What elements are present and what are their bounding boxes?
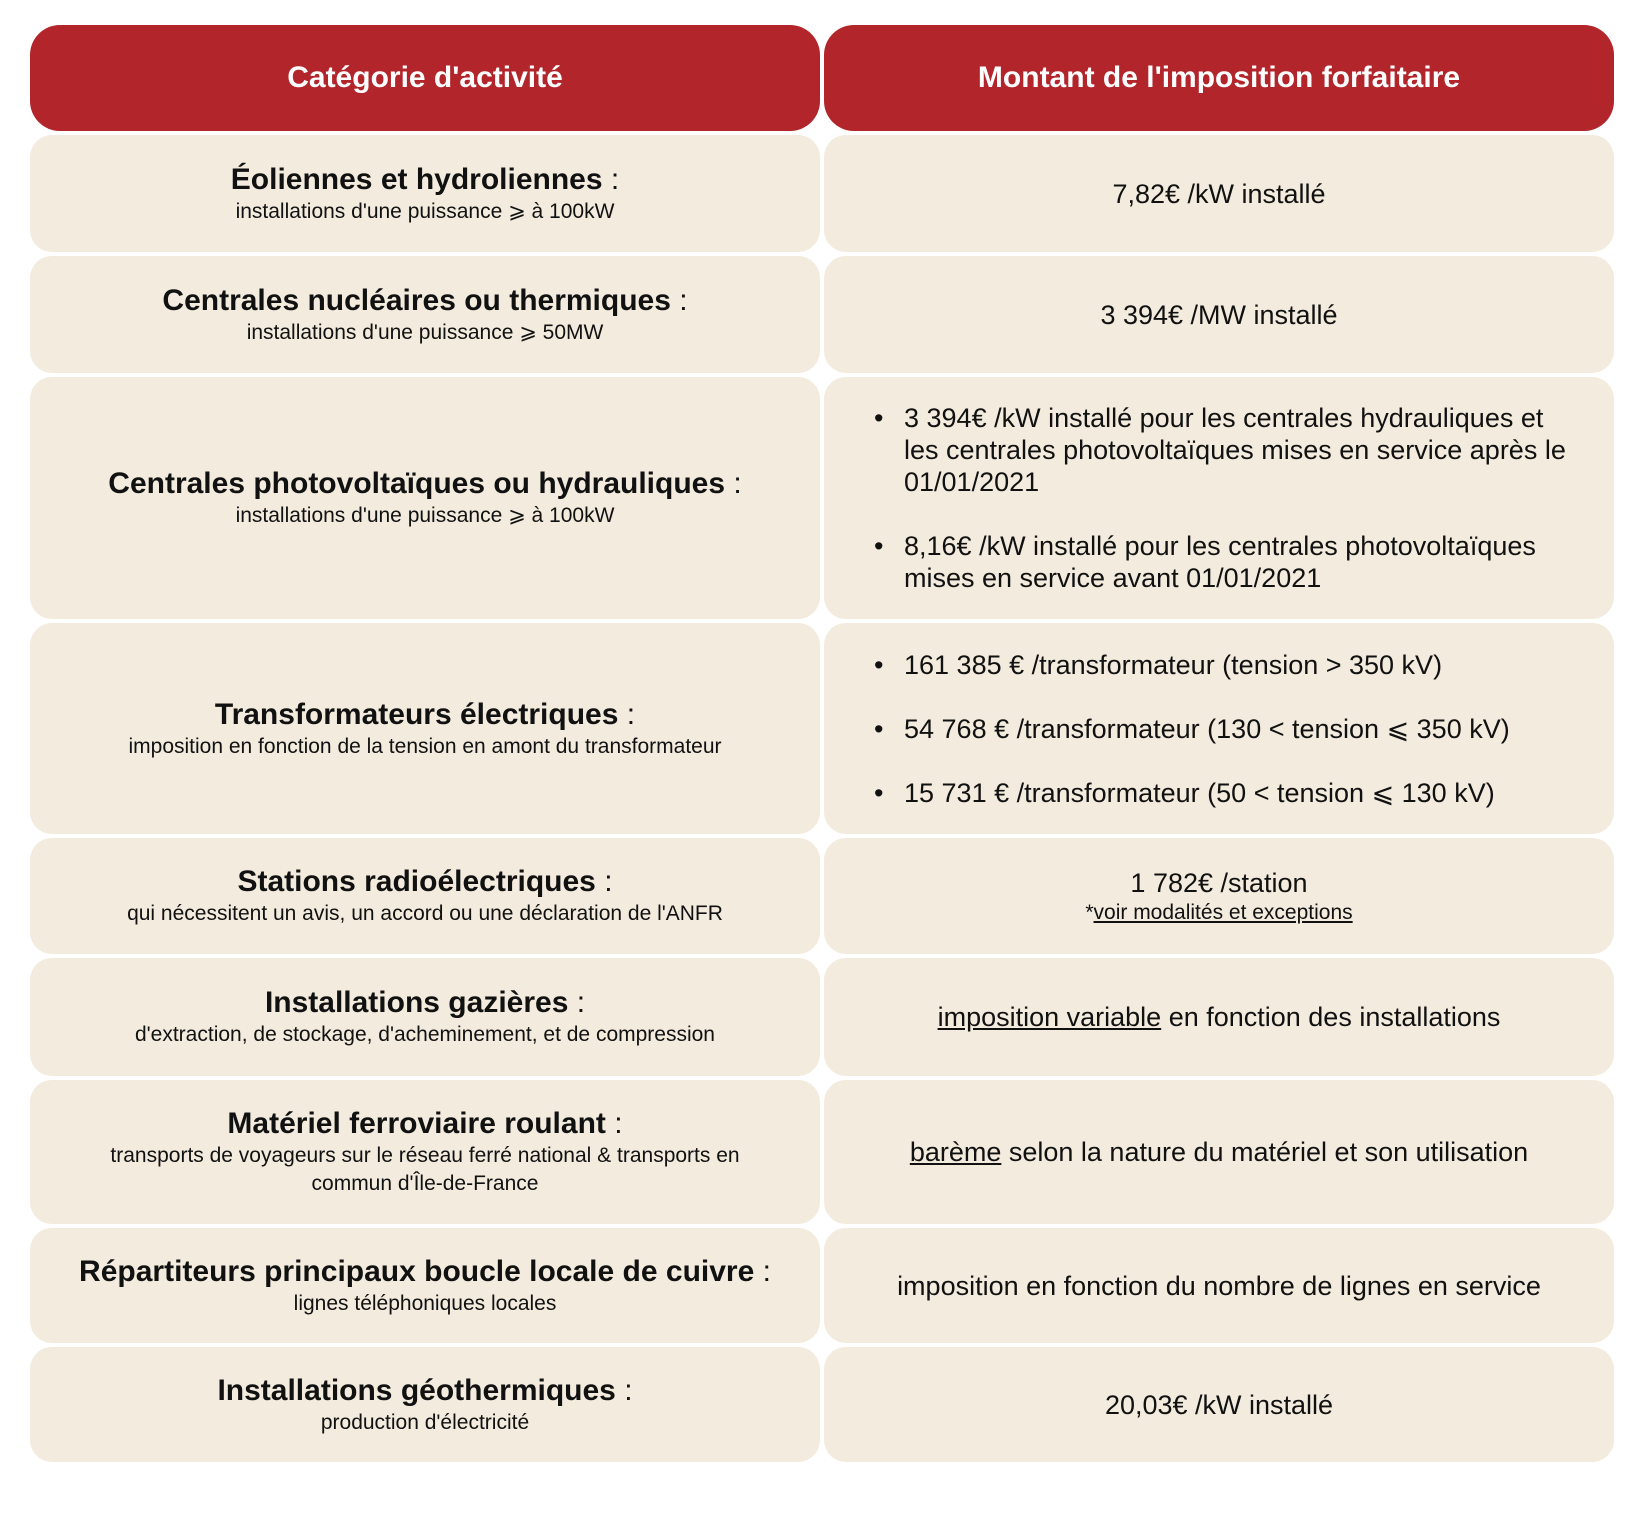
amount-text: 3 394€ /MW installé — [1100, 299, 1338, 330]
category-subtitle: transports de voyageurs sur le réseau ferré national & transports en commun d'Île-de-France — [110, 1144, 740, 1195]
category-title: Installations gazières : — [264, 986, 586, 1019]
category-title: Installations géothermiques : — [217, 1373, 633, 1407]
category-title: Centrales photovoltaïques ou hydrauliques : — [108, 467, 742, 500]
category-cell-gazieres — [30, 958, 820, 1076]
category-cell-stations-radio — [30, 838, 820, 954]
category-title: Centrales nucléaires ou thermiques : — [162, 283, 688, 317]
amount-cell-eoliennes — [824, 135, 1614, 252]
header-category-label: Catégorie d'activité — [287, 61, 563, 94]
amount-text: 20,03€ /kW installé — [1104, 1389, 1334, 1420]
tax-table — [30, 25, 1614, 1462]
category-title: Transformateurs électriques : — [214, 697, 636, 731]
note: *voir modalités et exceptions — [1085, 901, 1353, 924]
list-item: • 161 385 € /transformateur (tension > 350 kV) — [874, 649, 1510, 681]
amount-cell-stations-radio — [824, 838, 1614, 954]
category-cell-transformateurs — [30, 623, 820, 834]
category-cell-centrales-nucleaires — [30, 256, 820, 373]
category-title: Répartiteurs principaux boucle locale de cuivre : — [79, 1254, 771, 1288]
imposition-variable-link[interactable]: imposition variable — [937, 1002, 1162, 1032]
amount-bullet-list — [864, 402, 1584, 594]
exceptions-link[interactable]: voir modalités et exceptions — [1093, 901, 1353, 924]
bareme-link[interactable]: barème — [909, 1137, 1002, 1167]
category-subtitle: d'extraction, de stockage, d'acheminement, et de compression — [134, 1023, 715, 1046]
category-title: Éoliennes et hydroliennes : — [230, 162, 620, 196]
category-cell-repartiteurs — [30, 1228, 820, 1343]
list-item: • 8,16€ /kW installé pour les centrales photovoltaïques mises en service avant 01/01/2021 — [874, 530, 1584, 594]
amount-bullet-list — [864, 649, 1510, 809]
category-subtitle: installations d'une puissance ⩾ 50MW — [246, 320, 604, 344]
amount-cell-centrales-nucleaires — [824, 256, 1614, 373]
amount-cell-gazieres — [824, 958, 1614, 1076]
category-subtitle: installations d'une puissance ⩾ à 100kW — [235, 504, 615, 527]
header-amount — [824, 25, 1614, 131]
category-cell-photovoltaiques — [30, 377, 820, 619]
category-subtitle: imposition en fonction de la tension en amont du transformateur — [128, 734, 722, 758]
amount-cell-photovoltaiques — [824, 377, 1614, 619]
amount-text: 1 782€ /station — [1130, 868, 1308, 898]
amount-text: imposition en fonction du nombre de lignes en service — [897, 1270, 1541, 1301]
category-title: Stations radioélectriques : — [237, 865, 613, 898]
list-item: • 3 394€ /kW installé pour les centrales hydrauliques et les centrales photovoltaïques mises en service après le 01/01/2021 — [874, 402, 1584, 498]
list-item: • 54 768 € /transformateur (130 < tension ⩽ 350 kV) — [874, 713, 1510, 745]
category-subtitle: installations d'une puissance ⩾ à 100kW — [235, 199, 615, 223]
category-subtitle: lignes téléphoniques locales — [293, 1291, 557, 1315]
header-category — [30, 25, 820, 131]
amount-text: imposition variable en fonction des installations — [937, 1002, 1501, 1032]
amount-cell-repartiteurs — [824, 1228, 1614, 1343]
amount-text: 7,82€ /kW installé — [1112, 178, 1326, 209]
category-cell-eoliennes — [30, 135, 820, 252]
amount-text: barème selon la nature du matériel et son utilisation — [909, 1137, 1529, 1167]
amount-cell-geothermiques — [824, 1347, 1614, 1462]
header-amount-label: Montant de l'imposition forfaitaire — [977, 61, 1461, 94]
list-item: • 15 731 € /transformateur (50 < tension ⩽ 130 kV) — [874, 777, 1510, 809]
category-title: Matériel ferroviaire roulant : — [227, 1107, 623, 1140]
category-subtitle: production d'électricité — [320, 1410, 530, 1434]
category-cell-ferroviaire — [30, 1080, 820, 1224]
category-subtitle: qui nécessitent un avis, un accord ou une déclaration de l'ANFR — [127, 902, 723, 925]
amount-cell-ferroviaire — [824, 1080, 1614, 1224]
amount-cell-transformateurs — [824, 623, 1614, 834]
category-cell-geothermiques — [30, 1347, 820, 1462]
